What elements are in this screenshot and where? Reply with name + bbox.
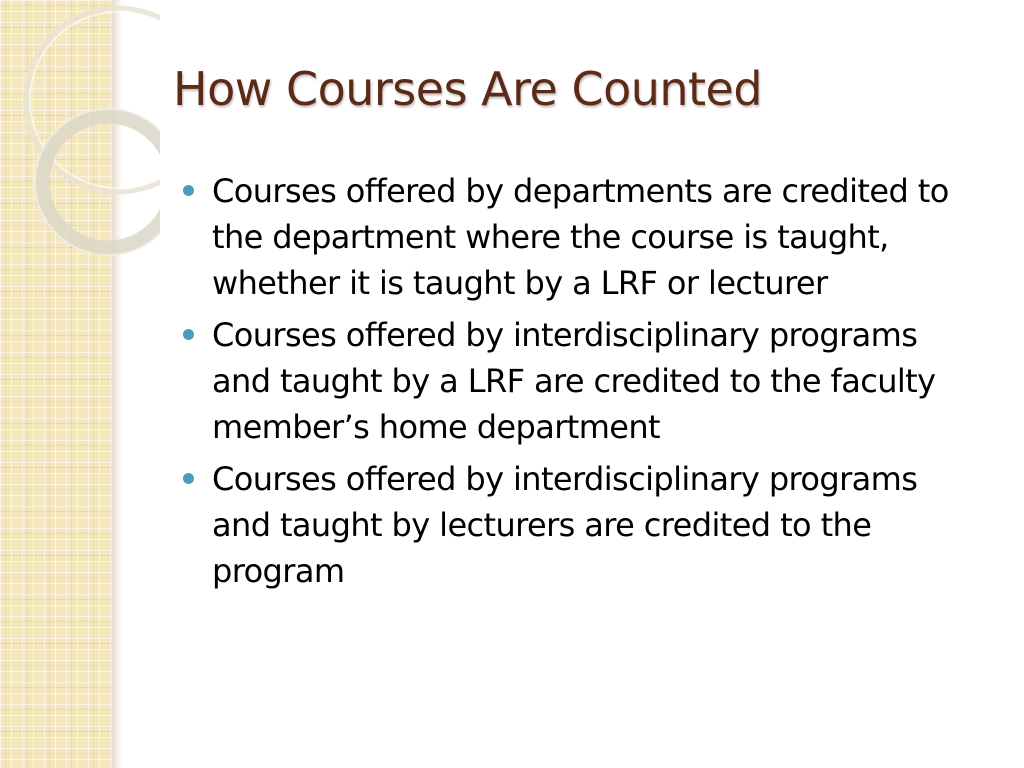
bullet-text: Courses offered by departments are credited to the department where the course is taught, whether it is taught by a LRF or lecturer xyxy=(212,172,949,302)
bullet-item xyxy=(183,168,963,306)
bullet-item xyxy=(183,456,963,594)
bullet-marker-icon xyxy=(183,473,194,484)
bullet-list xyxy=(183,168,963,600)
bullet-text: Courses offered by interdisciplinary programs and taught by a LRF are credited to the faculty member’s home department xyxy=(212,316,936,446)
bullet-text: Courses offered by interdisciplinary programs and taught by lecturers are credited to the program xyxy=(212,460,918,590)
bullet-marker-icon xyxy=(183,185,194,196)
bullet-marker-icon xyxy=(183,329,194,340)
bullet-item xyxy=(183,312,963,450)
ring-lower xyxy=(42,116,160,248)
slide-title: How Courses Are Counted xyxy=(173,62,763,116)
decorative-rings xyxy=(0,0,160,260)
